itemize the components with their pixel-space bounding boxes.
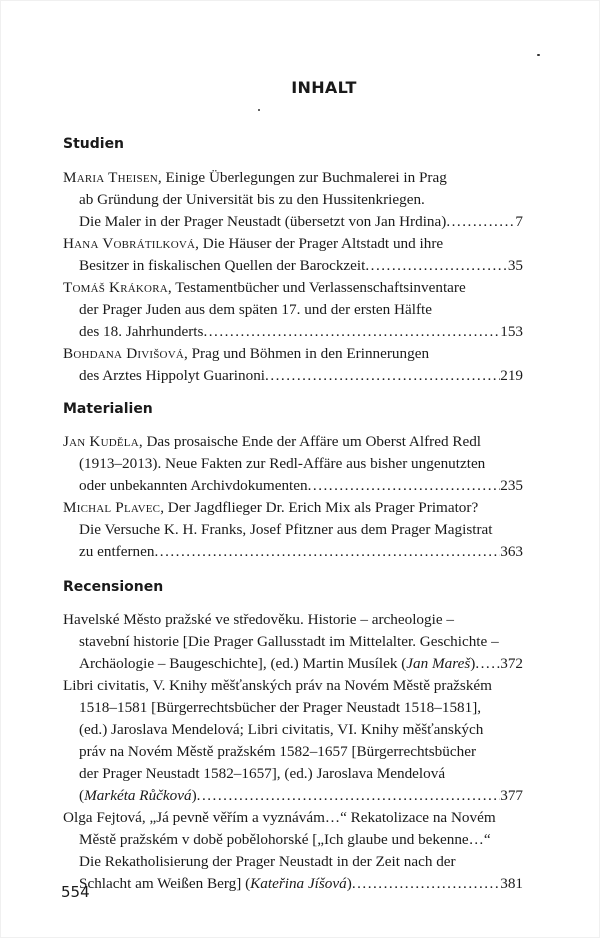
section-heading-studien: Studien xyxy=(63,136,125,152)
stray-dot-mark xyxy=(258,109,260,111)
dot-leader xyxy=(475,653,500,675)
entry-text: , Einige Überlegungen zur Buchmalerei in Prag xyxy=(157,169,447,186)
section-heading-recensionen: Recensionen xyxy=(63,579,164,595)
page-ref[interactable]: 35 xyxy=(507,257,523,274)
dot-leader xyxy=(203,321,500,343)
page-number: 554 xyxy=(61,883,90,901)
entry-text: Besitzer in fiskalischen Quellen der Barockzeit xyxy=(79,257,366,274)
closing-paren: ) xyxy=(346,875,352,892)
entry-text: des Arztes Hippolyt Guarinoni xyxy=(79,367,266,384)
entry-text: 1518–1581 [Bürgerrechtsbücher der Prager Neustadt 1518–1581], xyxy=(79,699,482,716)
closing-paren: ) xyxy=(470,655,476,672)
dot-leader xyxy=(154,541,500,563)
page-ref[interactable]: 363 xyxy=(500,543,523,560)
toc-entry xyxy=(63,675,523,807)
entry-text: práv na Novém Městě pražském 1582–1657 [Bürgerrechtsbücher xyxy=(79,743,477,760)
toc-entry xyxy=(63,277,523,343)
author: Michal Plavec xyxy=(63,499,161,516)
toc-entry xyxy=(63,609,523,675)
entry-text: , Der Jagdflieger Dr. Erich Mix als Prager Primator? xyxy=(160,499,479,516)
dot-leader xyxy=(352,873,500,895)
dot-leader xyxy=(308,475,501,497)
page-ref[interactable]: 7 xyxy=(515,213,523,230)
author: Tomáš Krákora xyxy=(63,279,168,296)
page-ref[interactable]: 153 xyxy=(500,323,523,340)
toc-entry xyxy=(63,497,523,563)
toc-entry xyxy=(63,167,523,233)
entry-text: Městě pražském v době pobělohorské [„Ich glaube und bekenne…“ xyxy=(79,831,491,848)
entry-text: stavební historie [Die Prager Gallusstadt im Mittelalter. Geschichte – xyxy=(79,633,499,650)
entry-text: (ed.) Jaroslava Mendelová; Libri civitatis, VI. Knihy měšťanských xyxy=(79,721,484,738)
entry-text: ab Gründung der Universität bis zu den Hussitenkriegen. xyxy=(79,191,425,208)
author: Jan Kuděla xyxy=(63,433,139,450)
toc-entry xyxy=(63,431,523,497)
entry-text: Olga Fejtová, „Já pevně věřím a vyznávám…“ Rekatolizace na Novém xyxy=(63,809,496,826)
entry-text: Schlacht am Weißen Berg] ( xyxy=(79,875,251,892)
entry-text: zu entfernen xyxy=(79,543,155,560)
entry-text: der Prager Juden aus dem späten 17. und der ersten Hälfte xyxy=(79,301,432,318)
author: Hana Vobrátilková xyxy=(63,235,196,252)
entry-text: Libri civitatis, V. Knihy měšťanských práv na Novém Městě pražském xyxy=(63,677,492,694)
reviewer: Markéta Růčková xyxy=(84,787,192,804)
reviewer: Jan Mareš xyxy=(406,655,471,672)
dot-leader xyxy=(197,785,501,807)
page-ref[interactable]: 377 xyxy=(500,787,523,804)
dot-leader xyxy=(265,365,500,387)
toc-entry xyxy=(63,233,523,277)
author: Bohdana Divišová xyxy=(63,345,184,362)
page-ref[interactable]: 235 xyxy=(500,477,523,494)
closing-paren: ) xyxy=(191,787,197,804)
section-heading-materialien: Materialien xyxy=(63,401,153,417)
entry-text: Die Rekatholisierung der Prager Neustadt in der Zeit nach der xyxy=(79,853,456,870)
entry-text: der Prager Neustadt 1582–1657], (ed.) Jaroslava Mendelová xyxy=(79,765,446,782)
dot-leader xyxy=(446,211,515,233)
author: Maria Theisen xyxy=(63,169,158,186)
entry-text: , Die Häuser der Prager Altstadt und ihre xyxy=(195,235,444,252)
entry-text: , Prag und Böhmen in den Erinnerungen xyxy=(183,345,430,362)
page-ref[interactable]: 372 xyxy=(500,655,523,672)
dot-leader xyxy=(365,255,507,277)
entry-text: des 18. Jahrhunderts xyxy=(79,323,204,340)
entry-text: oder unbekannten Archivdokumenten xyxy=(79,477,308,494)
entry-text: , Testamentbücher und Verlassenschaftsinventare xyxy=(167,279,466,296)
entry-text: Die Maler in der Prager Neustadt (übersetzt von Jan Hrdina) xyxy=(79,213,447,230)
page-ref[interactable]: 219 xyxy=(500,367,523,384)
page-ref[interactable]: 381 xyxy=(500,875,523,892)
toc-entry xyxy=(63,343,523,387)
entry-text: ( xyxy=(79,787,85,804)
entry-text: Die Versuche K. H. Franks, Josef Pfitzner aus dem Prager Magistrat xyxy=(79,521,493,538)
entry-text: (1913–2013). Neue Fakten zur Redl-Affäre aus bisher ungenutzten xyxy=(79,455,486,472)
stray-dot-mark xyxy=(537,54,540,56)
page-title: INHALT xyxy=(291,78,357,97)
reviewer: Kateřina Jíšová xyxy=(250,875,347,892)
toc-entry xyxy=(63,807,523,895)
entry-text: Havelské Město pražské ve středověku. Historie – archeologie – xyxy=(63,611,454,628)
entry-text: , Das prosaische Ende der Affäre um Oberst Alfred Redl xyxy=(138,433,482,450)
entry-text: Archäologie – Baugeschichte], (ed.) Martin Musílek ( xyxy=(79,655,407,672)
